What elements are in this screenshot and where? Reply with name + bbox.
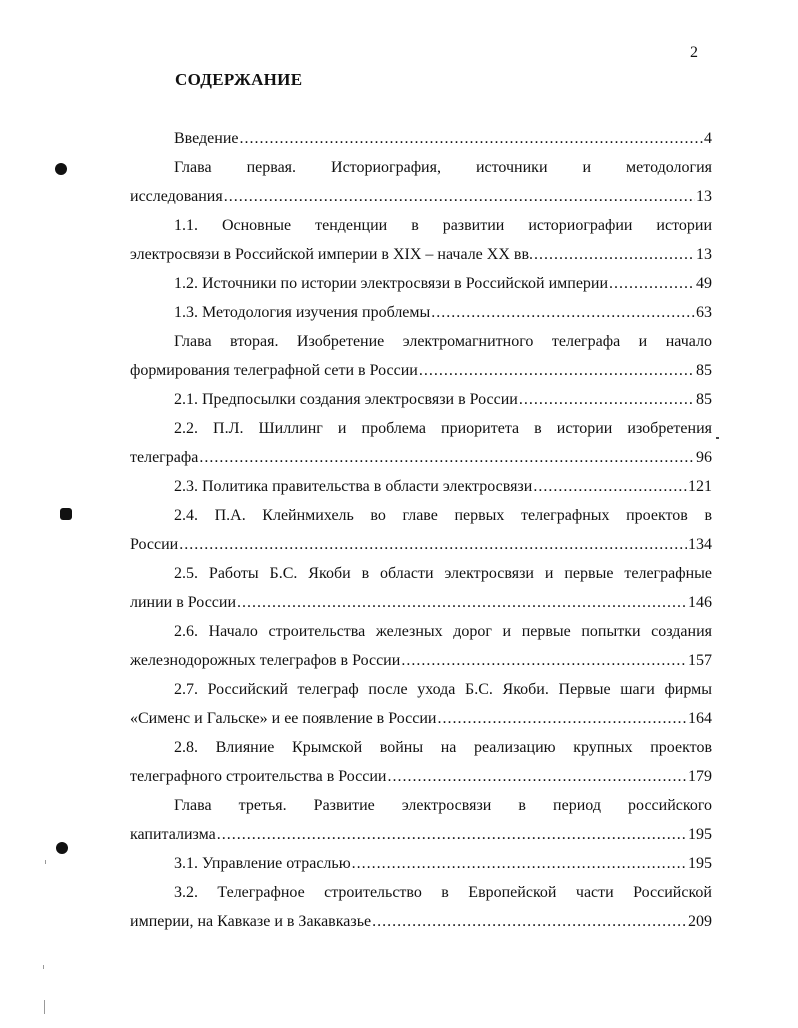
toc-line [130, 356, 712, 385]
toc-entry [130, 385, 712, 414]
dot-leader [199, 443, 695, 472]
toc-entry-text: 2.6. Начало строительства железных дорог и первые попытки создания [174, 623, 712, 640]
toc-entry-page: 134 [688, 536, 712, 553]
toc-entry-text: телеграфа [130, 449, 199, 466]
toc-entry [130, 298, 712, 327]
toc-entry [130, 559, 712, 617]
toc-entry-text: 1.2. Источники по истории электросвязи в Российской империи [174, 275, 609, 292]
toc-line [130, 588, 712, 617]
scan-speck [44, 1000, 45, 1014]
toc-line [130, 124, 712, 153]
toc-entry-text: 2.7. Российский телеграф после ухода Б.С. Якоби. Первые шаги фирмы [174, 681, 712, 698]
dot-leader [179, 530, 687, 559]
dot-leader [609, 269, 695, 298]
toc-entry [130, 211, 712, 269]
dot-leader [352, 849, 687, 878]
toc-entry-text: 2.5. Работы Б.С. Якоби в области электросвязи и первые телеграфные [174, 565, 712, 582]
punch-hole-mark [56, 842, 68, 854]
toc-entry-page: 96 [696, 449, 712, 466]
dot-leader [534, 240, 695, 269]
toc-entry-text: Глава третья. Развитие электросвязи в период российского [174, 797, 712, 814]
toc-entry-page: 85 [696, 391, 712, 408]
toc-entry-page: 157 [688, 652, 712, 669]
toc-entry-text: электросвязи в Российской империи в XIX – начале XX вв. [130, 246, 533, 263]
toc-entry-page: 179 [688, 768, 712, 785]
scan-speck [716, 437, 719, 439]
dot-leader [217, 820, 687, 849]
toc-entry [130, 472, 712, 501]
toc-entry [130, 849, 712, 878]
dot-leader [240, 124, 704, 153]
toc-entry-page: 195 [688, 826, 712, 843]
toc-entry-text: формирования телеграфной сети в России [130, 362, 418, 379]
toc-entry-text: 3.1. Управление отраслью [174, 855, 351, 872]
toc-entry-text: 2.1. Предпосылки создания электросвязи в России [174, 391, 518, 408]
page-number: 2 [690, 44, 698, 61]
dot-leader [372, 907, 687, 936]
toc-entry-page: 164 [688, 710, 712, 727]
toc-line [130, 240, 712, 269]
dot-leader [533, 472, 687, 501]
toc-line [130, 907, 712, 936]
punch-hole-mark [55, 163, 67, 175]
toc-line [130, 820, 712, 849]
dot-leader [401, 646, 687, 675]
toc-entry [130, 327, 712, 385]
toc-entry-text: 1.3. Методология изучения проблемы [174, 304, 431, 321]
toc-entry-page: 121 [688, 478, 712, 495]
toc-line [130, 762, 712, 791]
dot-leader [224, 182, 695, 211]
scan-speck [43, 965, 44, 969]
toc-entry-text: Глава первая. Историография, источники и методология [174, 159, 712, 176]
toc-entry-text: исследования [130, 188, 223, 205]
toc-entry-page: 13 [696, 246, 712, 263]
punch-hole-mark [60, 508, 72, 520]
toc-entry-page: 49 [696, 275, 712, 292]
toc-entry-text: империи, на Кавказе и в Закавказье [130, 913, 372, 930]
dot-leader [519, 385, 695, 414]
toc-entry [130, 617, 712, 675]
dot-leader [237, 588, 687, 617]
toc-entry [130, 501, 712, 559]
toc-entry-text: «Сименс и Гальске» и ее появление в России [130, 710, 437, 727]
toc-entry-page: 63 [696, 304, 712, 321]
toc-entry-page: 85 [696, 362, 712, 379]
table-of-contents [130, 124, 712, 936]
toc-entry-text: капитализма [130, 826, 216, 843]
toc-entry-page: 4 [704, 130, 712, 147]
toc-entry-text: Глава вторая. Изобретение электромагнитного телеграфа и начало [174, 333, 712, 350]
toc-entry-page: 13 [696, 188, 712, 205]
toc-entry-text: 2.8. Влияние Крымской войны на реализацию крупных проектов [174, 739, 712, 756]
toc-entry [130, 733, 712, 791]
dot-leader [419, 356, 695, 385]
toc-entry [130, 675, 712, 733]
toc-entry [130, 878, 712, 936]
toc-entry-text: линии в России [130, 594, 237, 611]
toc-line [130, 269, 712, 298]
toc-line [130, 385, 712, 414]
toc-entry [130, 269, 712, 298]
dot-leader [431, 298, 695, 327]
scan-speck [45, 860, 46, 864]
toc-line [130, 704, 712, 733]
toc-entry-text: 3.2. Телеграфное строительство в Европейской части Российской [174, 884, 712, 901]
dot-leader [387, 762, 687, 791]
dot-leader [437, 704, 687, 733]
toc-entry-page: 146 [688, 594, 712, 611]
toc-line [130, 182, 712, 211]
toc-entry-text: России [130, 536, 179, 553]
toc-entry-page: 195 [688, 855, 712, 872]
toc-entry-text: 2.2. П.Л. Шиллинг и проблема приоритета в истории изобретения [174, 420, 712, 437]
toc-entry-text: железнодорожных телеграфов в России [130, 652, 401, 669]
toc-entry [130, 791, 712, 849]
toc-line [130, 298, 712, 327]
toc-line [130, 530, 712, 559]
toc-line [130, 646, 712, 675]
toc-entry [130, 124, 712, 153]
toc-entry-text: 2.4. П.А. Клейнмихель во главе первых телеграфных проектов в [174, 507, 712, 524]
toc-entry-page: 209 [688, 913, 712, 930]
toc-line [130, 472, 712, 501]
toc-entry-text: Введение [174, 130, 239, 147]
toc-entry [130, 153, 712, 211]
toc-line [130, 443, 712, 472]
toc-title: СОДЕРЖАНИЕ [175, 70, 303, 89]
toc-entry-text: 2.3. Политика правительства в области электросвязи [174, 478, 533, 495]
toc-entry [130, 414, 712, 472]
toc-line [130, 849, 712, 878]
toc-entry-text: телеграфного строительства в России [130, 768, 387, 785]
toc-entry-text: 1.1. Основные тенденции в развитии историографии истории [174, 217, 712, 234]
